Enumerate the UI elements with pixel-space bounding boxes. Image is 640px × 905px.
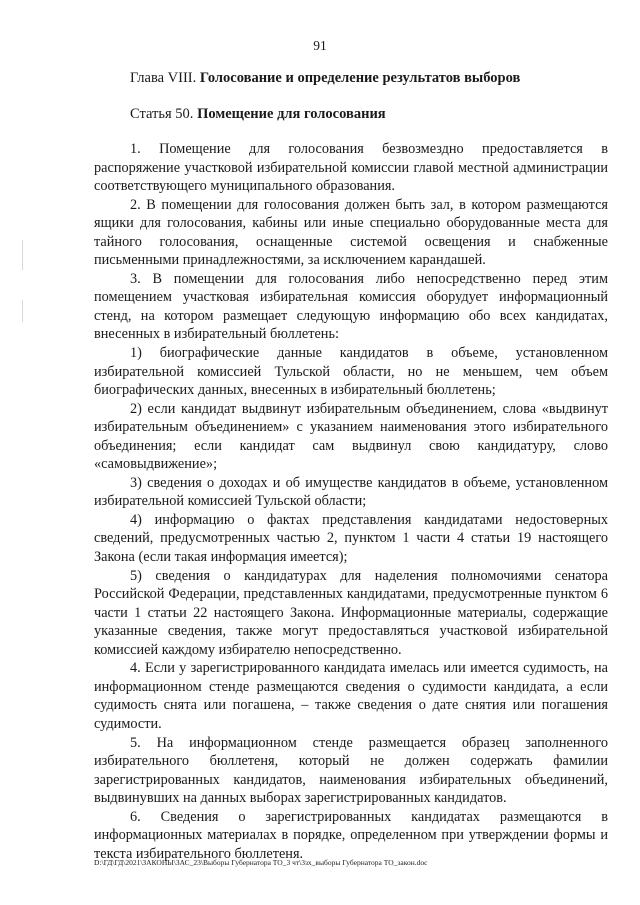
scan-margin-mark (22, 300, 23, 322)
article-prefix: Статья 50. (130, 106, 194, 122)
article-heading (130, 106, 386, 123)
paragraph: 6. Сведения о зарегистрированных кандидатах размещаются в информационных материалах в порядке, определенном при утверждении формы и текста избирательного бюллетеня. (94, 808, 608, 862)
file-path-footer: D:\ГД\ГД\2021\ЗАКОНЫ\ЗАС_23\Выборы Губернатора ТО_3 чт\3зх_выборы Губернатора ТО_закон.doc (94, 858, 428, 867)
paragraph: 4. Если у зарегистрированного кандидата имелась или имеется судимость, на информационном стенде размещаются сведения о судимости кандидата, а если судимость снята или погашена, – также сведения о дате снятия или погашения судимости. (94, 660, 608, 732)
list-item: 3) сведения о доходах и об имуществе кандидатов в объеме, установленном избирательной комиссией Тульской области; (94, 474, 608, 510)
list-item: 2) если кандидат выдвинут избирательным объединением, слова «выдвинут избирательным объединением» с указанием наименования этого избирательного объединения; если кандидат сам выдвинул свою кандидатуру, слово «самовыдвижение»; (94, 400, 608, 473)
paragraph: 5. На информационном стенде размещается образец заполненного избирательного бюллетеня, который не должен содержать фамилии зарегистрированных кандидатов, наименования избирательных объединений, выдвинувших на данных выборах зарегистрированных кандидатов. (94, 734, 608, 807)
list-item: 5) сведения о кандидатурах для наделения полномочиями сенатора Российской Федерации, представленных кандидатами, предусмотренные пунктом 6 части 1 статьи 22 настоящего Закона. Информационные материалы, содержащие указанные сведения, также могут предоставляться участковой избирательной комиссией каждому избирателю непосредственно. (94, 567, 608, 658)
chapter-prefix: Глава VIII. (130, 70, 197, 86)
page-number: 91 (313, 38, 327, 53)
scan-margin-mark (22, 240, 23, 270)
article-title: Помещение для голосования (197, 106, 386, 122)
chapter-title: Голосование и определение результатов выборов (199, 70, 521, 86)
paragraph: 2. В помещении для голосования должен быть зал, в котором размещаются ящики для голосования, кабины или иные специально оборудованные места для тайного голосования, оснащенные системой освещения и снабженные письменными принадлежностями, за исключением карандашей. (94, 196, 608, 269)
article-body (94, 140, 608, 863)
list-item: 4) информацию о фактах представления кандидатами недостоверных сведений, предусмотренных частью 2, пунктом 1 части 4 статьи 19 настоящего Закона (если такая информация имеется); (94, 511, 608, 566)
list-item: 1) биографические данные кандидатов в объеме, установленном избирательной комиссией Тульской области, но не меньшем, чем объем биографических данных, внесенных в избирательный бюллетень; (94, 345, 608, 399)
paragraph: 3. В помещении для голосования либо непосредственно перед этим помещением участковая избирательная комиссия оборудует информационный стенд, на котором размещает следующую информацию обо всех кандидатах, внесенных в избирательный бюллетень: (94, 270, 608, 343)
chapter-heading (130, 70, 520, 87)
paragraph: 1. Помещение для голосования безвозмездно предоставляется в распоряжение участковой избирательной комиссии главой местной администрации соответствующего муниципального образования. (94, 141, 608, 195)
